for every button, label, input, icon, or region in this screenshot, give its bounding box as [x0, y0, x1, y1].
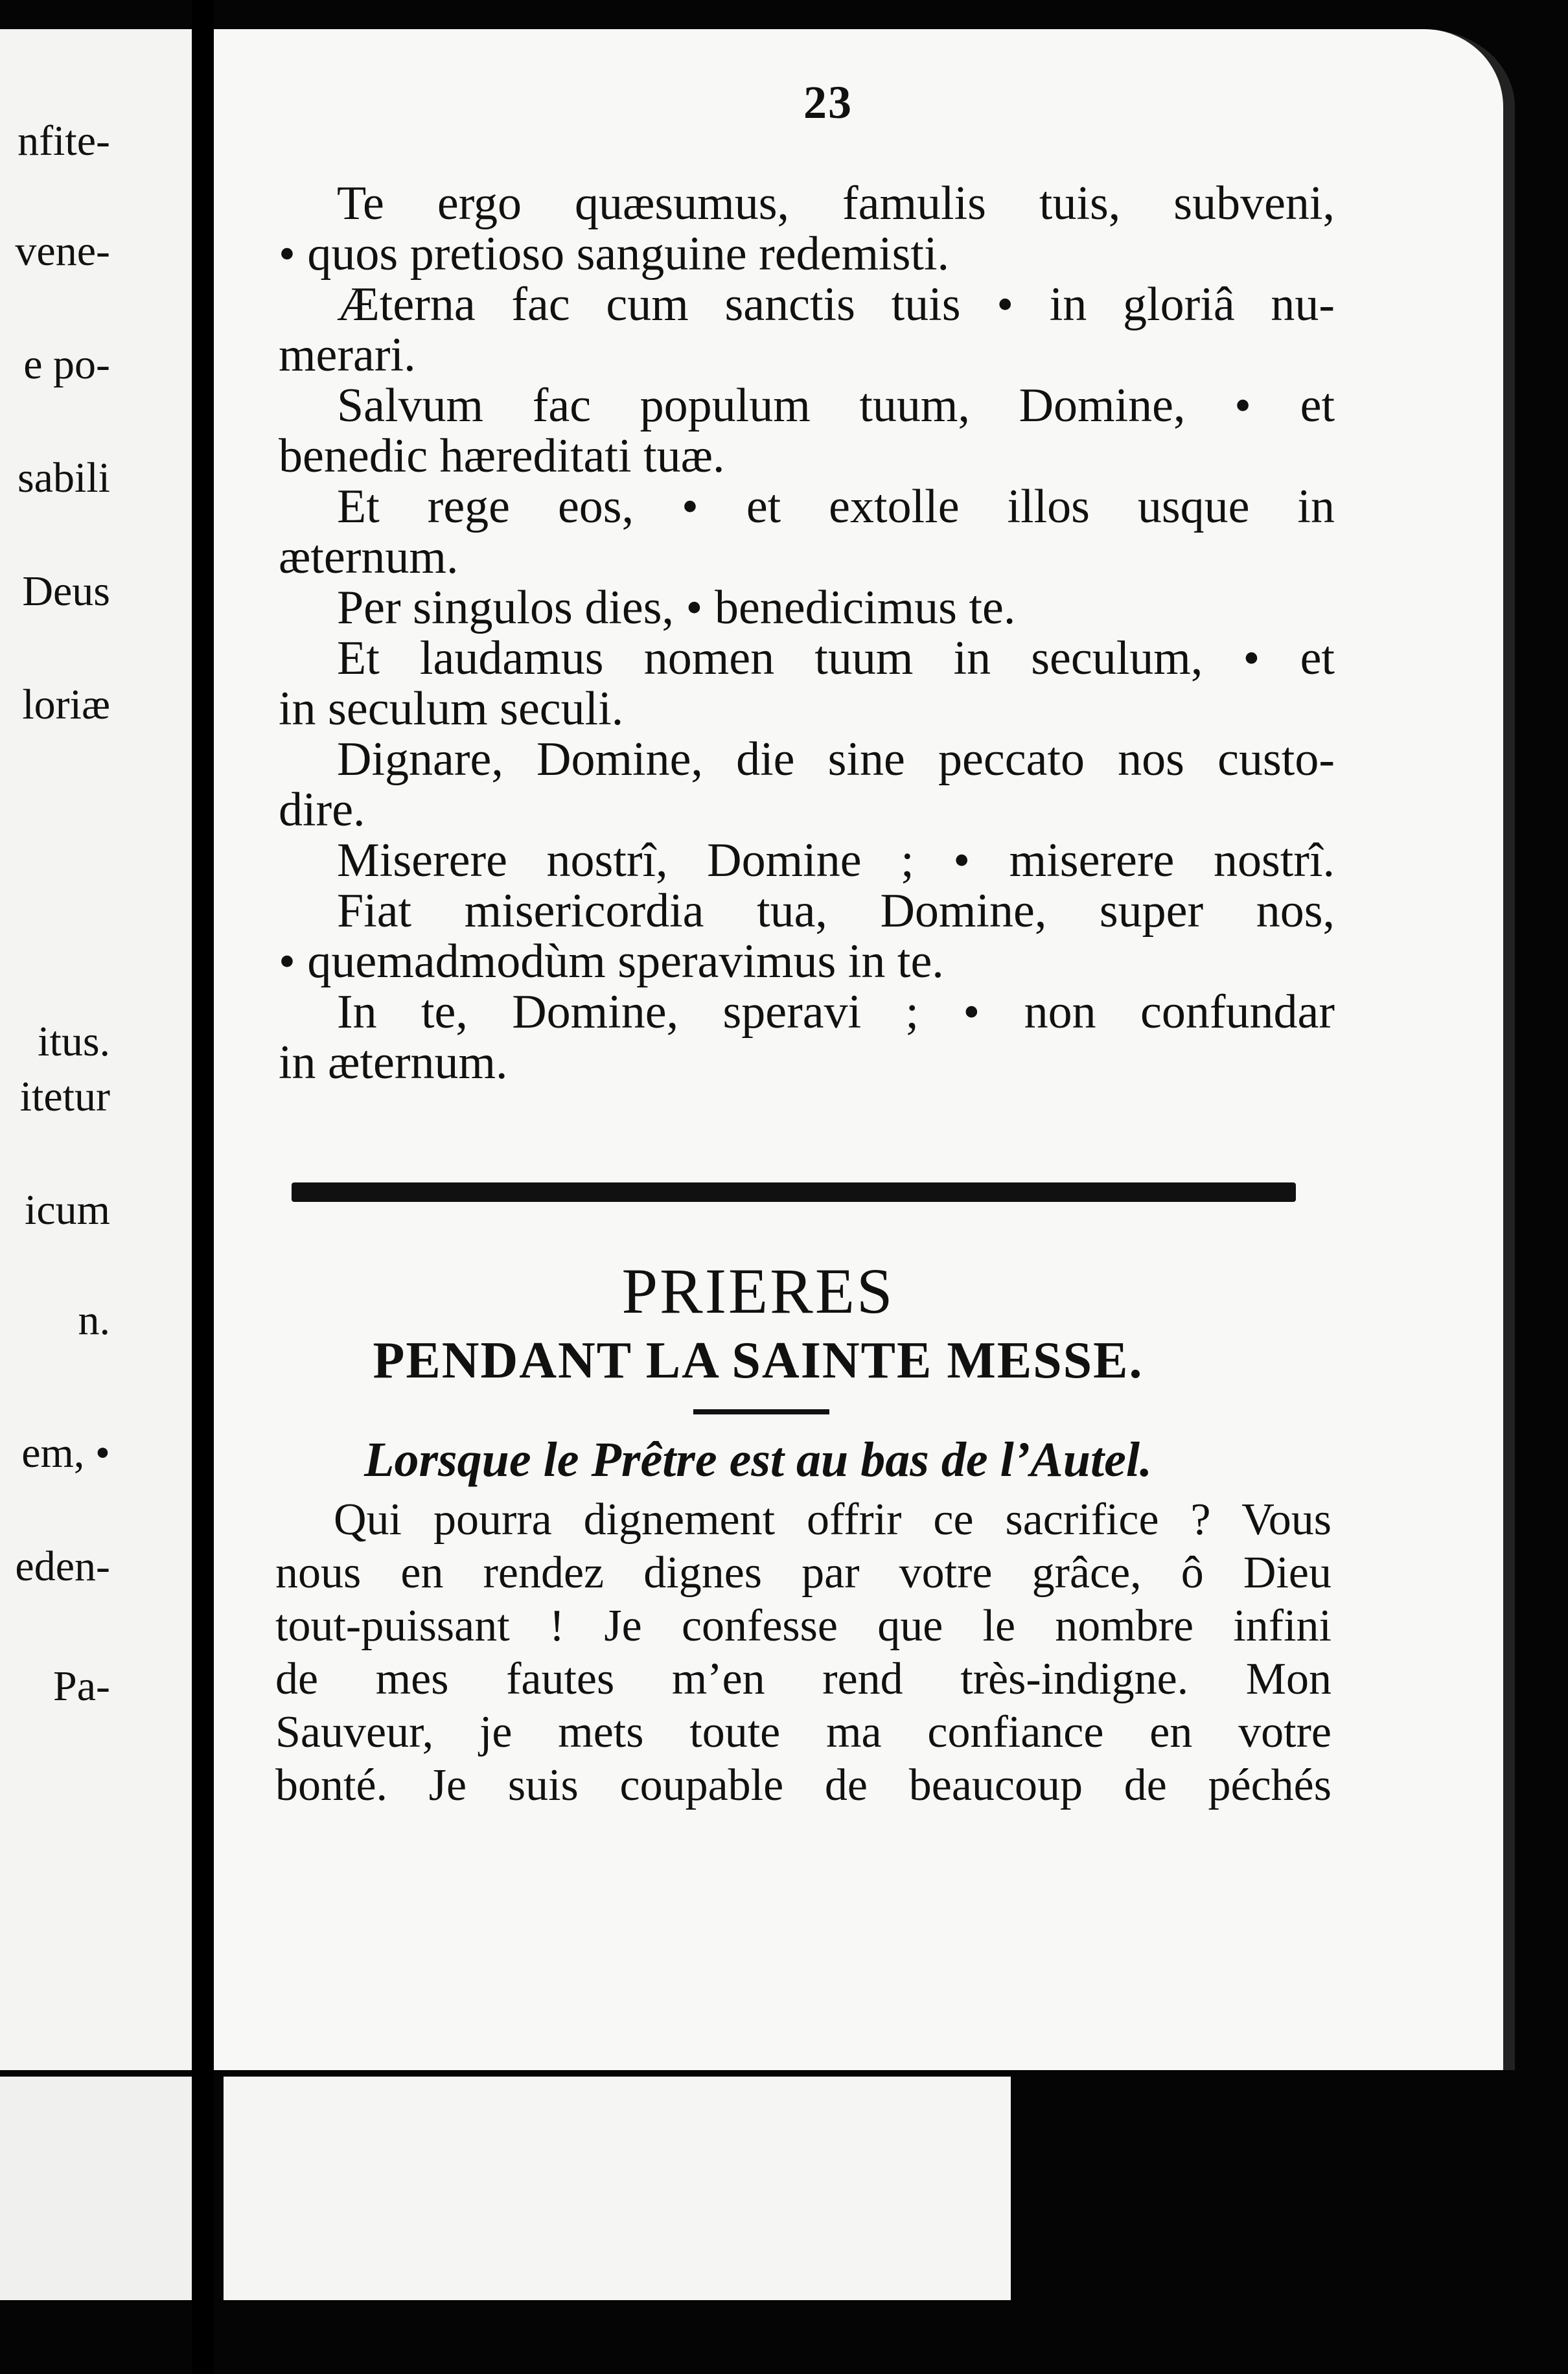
text-line: Et laudamus nomen tuum in seculum, • et	[337, 632, 1335, 685]
text-line: in æternum.	[279, 1036, 508, 1089]
left-fragment-line: nfite-	[17, 117, 110, 165]
left-page-fragment	[0, 29, 192, 2070]
section-subheading: PENDANT LA SAINTE MESSE.	[373, 1332, 1144, 1389]
text-line: de mes fautes m’en rend très-indigne. Mon	[275, 1654, 1332, 1704]
book-page	[214, 29, 1515, 2070]
text-line: Æterna fac cum sanctis tuis • in gloriâ nu-	[337, 278, 1335, 331]
text-line: tout-puissant ! Je confesse que le nombre infini	[275, 1601, 1332, 1651]
left-fragment-line: Pa-	[53, 1663, 110, 1710]
text-line: merari.	[279, 328, 416, 382]
text-line: Sauveur, je mets toute ma confiance en votre	[275, 1707, 1332, 1757]
text-line: Fiat misericordia tua, Domine, super nos,	[337, 884, 1335, 938]
text-line: Salvum fac populum tuum, Domine, • et	[337, 379, 1335, 432]
text-line: benedic hæreditati tuæ.	[279, 430, 725, 483]
text-line: Dignare, Domine, die sine peccato nos custo-	[337, 733, 1335, 786]
left-fragment-line: eden-	[15, 1543, 110, 1590]
text-line: dire.	[279, 783, 365, 836]
left-fragment-line: em, •	[21, 1429, 110, 1477]
left-fragment-line: e po-	[23, 341, 110, 388]
text-line: Per singulos dies, • benedicimus te.	[337, 581, 1016, 634]
latin-hymn-text	[279, 178, 1335, 1088]
text-line: Te ergo quæsumus, famulis tuis, subveni,	[337, 177, 1335, 230]
text-line: In te, Domine, speravi ; • non confundar	[337, 985, 1335, 1039]
left-fragment-line: itus.	[38, 1018, 110, 1065]
french-prayer-text	[275, 1493, 1332, 1812]
left-fragment-line: icum	[25, 1186, 110, 1234]
rubric-title: Lorsque le Prêtre est au bas de l’Autel.	[364, 1433, 1152, 1487]
left-fragment-line: Deus	[22, 568, 110, 615]
short-divider-rule	[693, 1409, 829, 1414]
page-number: 23	[803, 76, 853, 128]
section-divider-rule	[292, 1182, 1296, 1202]
text-line: in seculum seculi.	[279, 682, 624, 735]
left-fragment-line: loriæ	[22, 681, 110, 728]
left-fragment-line: itetur	[19, 1073, 110, 1120]
text-line: Qui pourra dignement offrir ce sacrifice ? Vous	[334, 1495, 1332, 1545]
text-line: Et rege eos, • et extolle illos usque in	[337, 480, 1335, 533]
text-line: æternum.	[279, 531, 459, 584]
text-line: bonté. Je suis coupable de beaucoup de péchés	[275, 1760, 1332, 1810]
lower-left-paper-strip	[0, 2077, 192, 2300]
left-fragment-line: vene-	[15, 227, 110, 275]
lower-paper-strip	[224, 2077, 1011, 2300]
text-line: • quemadmodùm speravimus in te.	[279, 935, 944, 988]
section-heading: PRIERES	[621, 1255, 895, 1327]
text-line: • quos pretioso sanguine redemisti.	[279, 227, 950, 281]
text-line: nous en rendez dignes par votre grâce, ô Dieu	[275, 1548, 1332, 1598]
book-gutter	[192, 0, 214, 2374]
left-fragment-line: n.	[78, 1296, 110, 1344]
text-line: Miserere nostrî, Domine ; • miserere nostrî.	[337, 834, 1335, 887]
left-fragment-line: sabili	[17, 454, 110, 501]
